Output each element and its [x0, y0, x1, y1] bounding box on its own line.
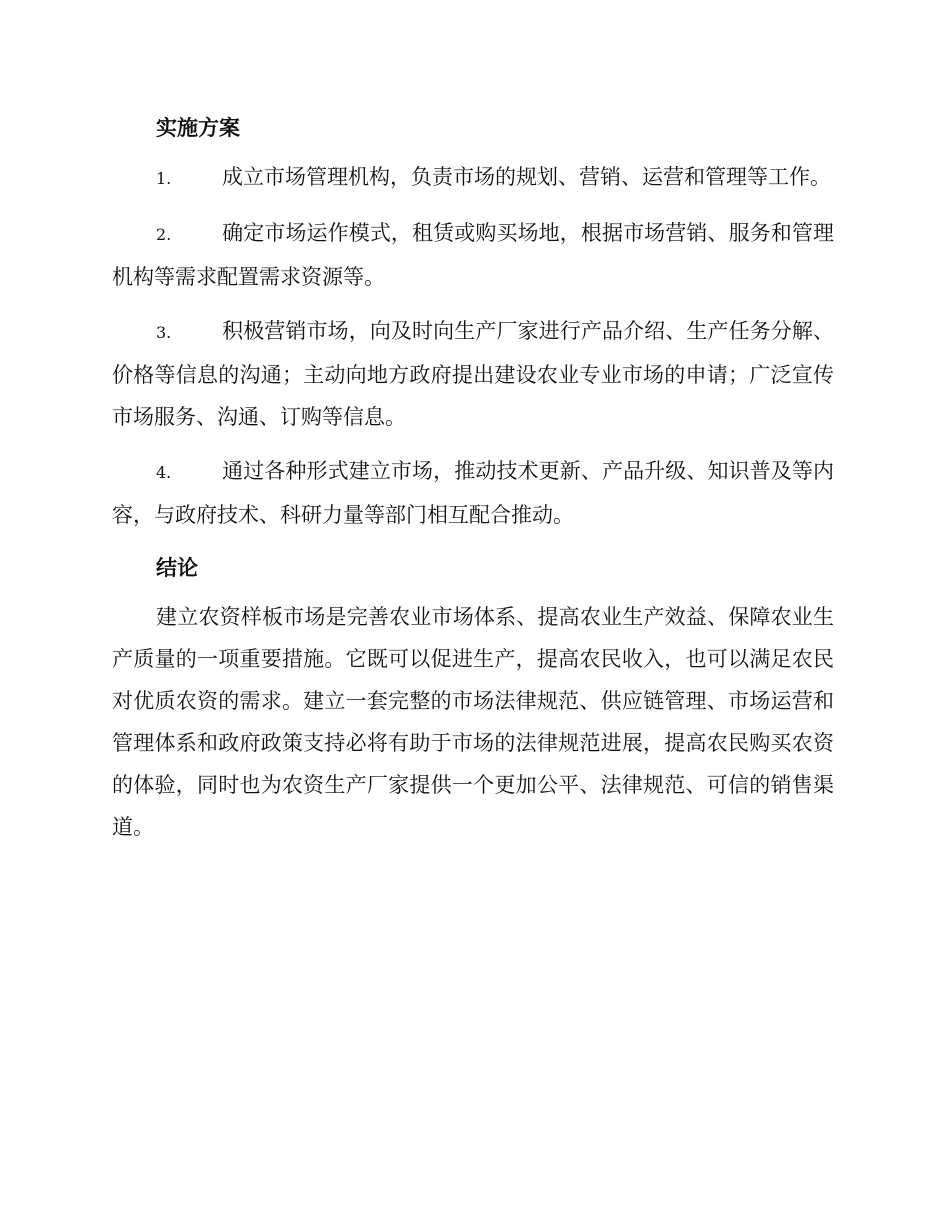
list-item	[112, 310, 834, 438]
list-item-number: 2.	[156, 225, 172, 244]
section-heading-conclusion: 结论	[156, 556, 198, 580]
section-heading-plan: 实施方案	[156, 116, 240, 140]
list-item-text: 成立市场管理机构，负责市场的规划、营销、运营和管理等工作。	[222, 165, 831, 189]
list-item-text: 通过各种形式建立市场，推动技术更新、产品升级、知识普及等内容，与政府技术、科研力量等部门相互配合推动。	[112, 459, 834, 527]
list-item-number: 3.	[156, 323, 172, 342]
list-item-text: 确定市场运作模式，租赁或购买场地，根据市场营销、服务和管理机构等需求配置需求资源等。	[112, 221, 834, 289]
list-item	[112, 212, 834, 298]
list-item	[112, 156, 834, 200]
list-item-number: 4.	[156, 463, 172, 482]
list-item-text: 积极营销市场，向及时向生产厂家进行产品介绍、生产任务分解、价格等信息的沟通；主动向地方政府提出建设农业专业市场的申请；广泛宣传市场服务、沟通、订购等信息。	[112, 319, 834, 429]
document-page	[112, 108, 834, 848]
list-item	[112, 450, 834, 536]
list-item-number: 1.	[156, 169, 172, 188]
conclusion-paragraph: 建立农资样板市场是完善农业市场体系、提高农业生产效益、保障农业生产质量的一项重要措施。它既可以促进生产，提高农民收入，也可以满足农民对优质农资的需求。建立一套完整的市场法律规范、供应链管理、市场运营和管理体系和政府政策支持必将有助于市场的法律规范进展，提高农民购买农资的体验，同时也为农资生产厂家提供一个更加公平、法律规范、可信的销售渠道。	[112, 605, 834, 839]
